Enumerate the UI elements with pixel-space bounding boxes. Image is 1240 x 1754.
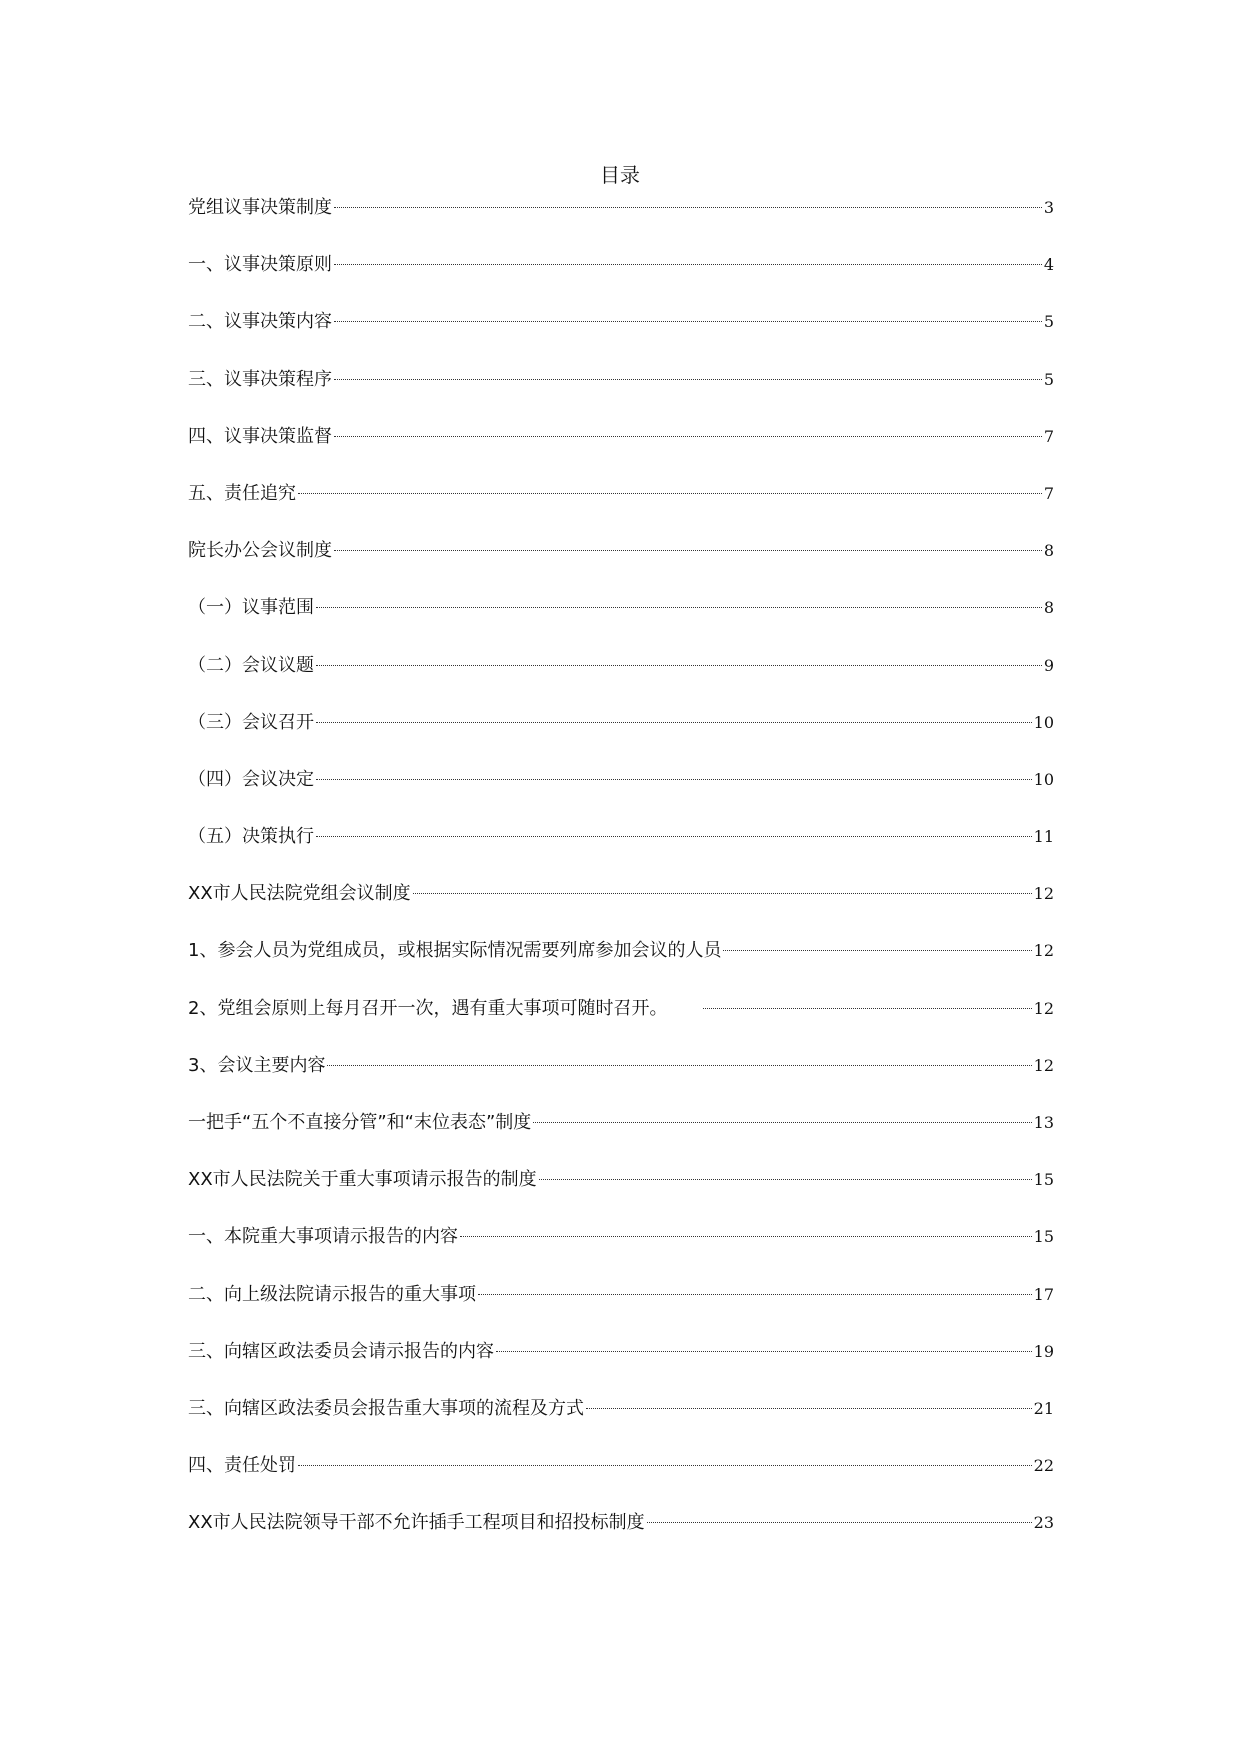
- toc-entry[interactable]: [188, 593, 1054, 650]
- toc-dot-leader: [703, 1008, 1031, 1009]
- toc-dot-leader: [478, 1294, 1032, 1295]
- toc-entry[interactable]: [188, 307, 1054, 364]
- toc-dot-leader: [533, 1122, 1031, 1123]
- toc-entry-label: 1、参会人员为党组成员，或根据实际情况需要列席参加会议的人员: [188, 940, 722, 962]
- toc-entry-page: 13: [1033, 1113, 1054, 1132]
- toc-entry-page: 12: [1033, 884, 1054, 904]
- toc-entry-label: 三、向辖区政法委员会请示报告的内容: [188, 1340, 494, 1362]
- toc-entry[interactable]: [188, 193, 1054, 250]
- toc-entry-page: 5: [1043, 312, 1054, 332]
- toc-dot-leader: [496, 1351, 1032, 1352]
- toc-entry-label: 五、责任追究: [188, 482, 296, 504]
- toc-title: 目录: [600, 163, 640, 187]
- toc-entry-label: 三、议事决策程序: [188, 368, 332, 390]
- toc-entry-page: 22: [1033, 1456, 1054, 1476]
- toc-entry-page: 10: [1033, 712, 1054, 732]
- toc-entry-label: 一、本院重大事项请示报告的内容: [188, 1226, 458, 1248]
- toc-entry-page: 12: [1033, 998, 1054, 1018]
- toc-entry-page: 5: [1043, 369, 1054, 389]
- toc-entry-page: 9: [1043, 655, 1054, 675]
- toc-entry-page: 3: [1043, 198, 1054, 217]
- toc-entry-label: 三、向辖区政法委员会报告重大事项的流程及方式: [188, 1397, 584, 1419]
- toc-entry-label: 二、向上级法院请示报告的重大事项: [188, 1283, 476, 1305]
- toc-entry-label: （一）议事范围: [188, 597, 314, 619]
- toc-dot-leader: [413, 893, 1032, 894]
- toc-entry-page: 7: [1043, 426, 1054, 446]
- toc-entry-page: 17: [1033, 1284, 1054, 1304]
- toc-entry[interactable]: [188, 250, 1054, 307]
- toc-entry-page: 12: [1033, 1055, 1054, 1075]
- toc-dot-leader: [334, 207, 1042, 208]
- toc-entry-page: 21: [1033, 1398, 1054, 1418]
- toc-entry[interactable]: [188, 1051, 1054, 1108]
- toc-dot-leader: [334, 264, 1042, 265]
- toc-dot-leader: [316, 779, 1032, 780]
- toc-entry[interactable]: [188, 651, 1054, 708]
- toc-entry-label: 四、责任处罚: [188, 1455, 296, 1477]
- toc-entry-label: 党组议事决策制度: [188, 197, 332, 218]
- toc-entry[interactable]: [188, 1394, 1054, 1451]
- toc-dot-leader: [334, 436, 1042, 437]
- toc-dot-leader: [327, 1065, 1031, 1066]
- toc-entry[interactable]: [188, 708, 1054, 765]
- toc-entry-label: 院长办公会议制度: [188, 540, 332, 562]
- toc-entry[interactable]: [188, 1337, 1054, 1394]
- toc-entry[interactable]: [188, 936, 1054, 993]
- toc-entry[interactable]: [188, 536, 1054, 593]
- toc-entry-label: XX市人民法院党组会议制度: [188, 883, 411, 905]
- toc-entry[interactable]: [188, 822, 1054, 879]
- toc-dot-leader: [298, 1465, 1032, 1466]
- toc-entry-label: XX市人民法院领导干部不允许插手工程项目和招投标制度: [188, 1512, 645, 1534]
- toc-dot-leader: [334, 321, 1042, 322]
- toc-dot-leader: [316, 836, 1032, 837]
- toc-dot-leader: [647, 1522, 1032, 1523]
- toc-entry-page: 15: [1033, 1227, 1054, 1247]
- toc-list: [188, 193, 1054, 1566]
- toc-entry-label: （三）会议召开: [188, 711, 314, 733]
- toc-entry[interactable]: [188, 1451, 1054, 1508]
- toc-dot-leader: [586, 1408, 1032, 1409]
- toc-entry[interactable]: [188, 879, 1054, 936]
- toc-entry-page: 23: [1033, 1513, 1054, 1533]
- toc-dot-leader: [316, 607, 1042, 608]
- toc-entry-label: 3、会议主要内容: [188, 1054, 326, 1076]
- toc-dot-leader: [316, 665, 1042, 666]
- toc-dot-leader: [334, 379, 1042, 380]
- toc-entry[interactable]: [188, 365, 1054, 422]
- toc-dot-leader: [334, 550, 1042, 551]
- toc-dot-leader: [460, 1236, 1032, 1237]
- toc-entry[interactable]: [188, 1165, 1054, 1222]
- toc-dot-leader: [723, 950, 1031, 951]
- toc-entry-label: 四、议事决策监督: [188, 425, 332, 447]
- toc-entry-page: 4: [1043, 255, 1054, 275]
- toc-entry-page: 7: [1043, 483, 1054, 503]
- toc-entry-page: 11: [1033, 827, 1054, 847]
- toc-entry-label: 二、议事决策内容: [188, 311, 332, 333]
- toc-entry-label: （二）会议议题: [188, 654, 314, 676]
- toc-entry[interactable]: [188, 422, 1054, 479]
- toc-entry-label: （五）决策执行: [188, 826, 314, 848]
- toc-entry-label: 一、议事决策原则: [188, 254, 332, 276]
- toc-entry-label: 2、党组会原则上每月召开一次，遇有重大事项可随时召开。: [188, 997, 668, 1019]
- toc-entry[interactable]: [188, 1280, 1054, 1337]
- toc-entry-label: XX市人民法院关于重大事项请示报告的制度: [188, 1169, 537, 1191]
- toc-dot-leader: [316, 722, 1032, 723]
- toc-dot-leader: [539, 1179, 1032, 1180]
- toc-entry[interactable]: [188, 765, 1054, 822]
- toc-entry[interactable]: [188, 1222, 1054, 1279]
- toc-entry-page: 10: [1033, 769, 1054, 789]
- toc-entry-page: 8: [1043, 598, 1054, 618]
- toc-entry[interactable]: [188, 1508, 1054, 1565]
- toc-dot-leader: [298, 493, 1042, 494]
- toc-entry-label: （四）会议决定: [188, 768, 314, 790]
- toc-entry-page: 12: [1033, 941, 1054, 961]
- toc-entry-page: 19: [1033, 1341, 1054, 1361]
- toc-entry-label: 一把手“五个不直接分管”和“末位表态”制度: [188, 1112, 532, 1133]
- toc-entry[interactable]: [188, 1108, 1054, 1165]
- toc-entry[interactable]: [188, 994, 1054, 1051]
- toc-entry[interactable]: [188, 479, 1054, 536]
- toc-entry-page: 15: [1033, 1170, 1054, 1190]
- toc-entry-page: 8: [1043, 541, 1054, 561]
